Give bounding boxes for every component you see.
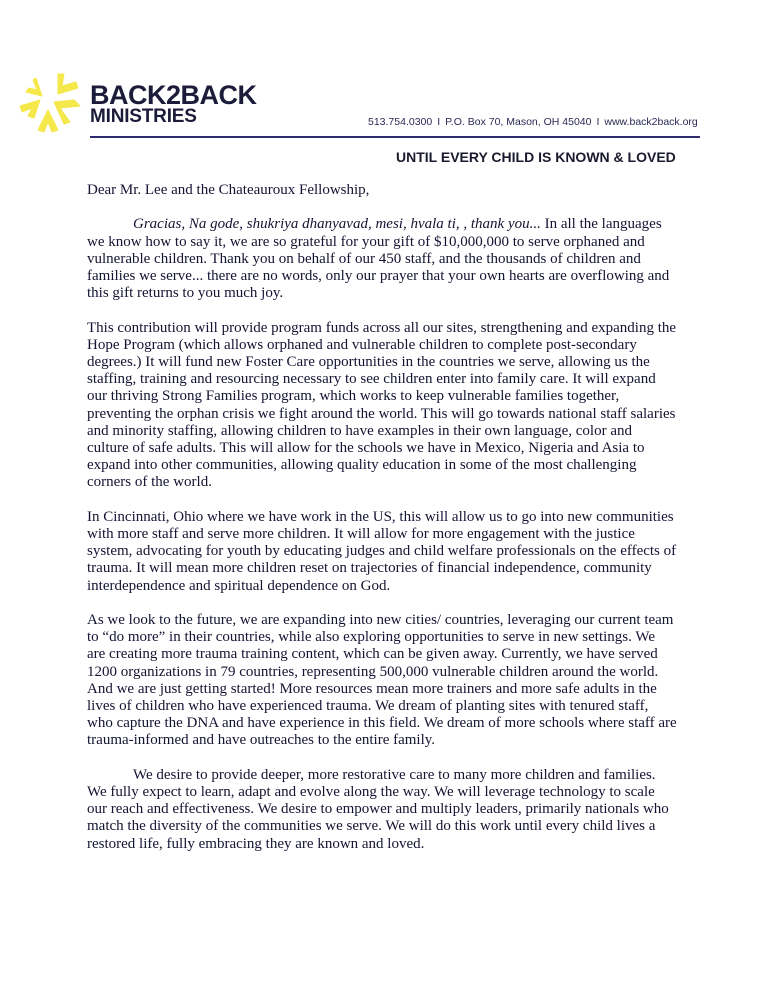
- paragraph-text: In all the languages we know how to say it, we are so grateful for your gift of $10,000,000 to serve orphaned and vulnerable children. Thank you on behalf of our 450 staff, and the thousands of children and families we serve... there are no words, only our prayer that your own hearts are overflowing and this gift returns to you much joy.: [87, 216, 670, 302]
- paragraph-programs: This contribution will provide program funds across all our sites, strengthening and expanding the Hope Program (which allows orphaned and vulnerable children to complete post-secondary degrees.) It will fund new Foster Care opportunities in the countries we serve, allowing us the staffing, training and resourcing necessary to see children enter into family care. It will expand our thriving Strong Families program, which works to keep vulnerable families together, preventing the orphan crisis we fight around the world. This will go towards national staff salaries and minority staffing, allowing children to have examples in their own language, color and culture of safe adults. This will allow for the schools we have in Mexico, Nigeria and Asia to expand into other communities, allowing quality education in some of the most challenging corners of the world.: [87, 319, 677, 491]
- multilingual-thanks: Gracias, Na gode, shukriya dhanyavad, mesi, hvala ti, , thank you...: [133, 216, 541, 233]
- paragraph-cincinnati: In Cincinnati, Ohio where we have work in the US, this will allow us to go into new communities with more staff and serve more children. It will allow for more engagement with the justice system, advocating for youth by educating judges and child welfare professionals on the effects of trauma. It will mean more children reset on trajectories of financial independence, community interdependence and spiritual dependence on God.: [87, 508, 677, 594]
- paragraph-future: As we look to the future, we are expanding into new cities/ countries, leveraging our current team to “do more” in their countries, while also exploring opportunities to serve in new settings. We are creating more trauma training content, which can be given away. Currently, we have served 1200 organizations in 79 countries, representing 500,000 vulnerable children around the world. And we are just getting started! More resources mean more trainers and more safe adults in the lives of children who have experienced trauma. We dream of planting sites with tenured staff, who capture the DNA and have experience in this field. We dream of more schools where staff are trauma-informed and have outreaches to the entire family.: [87, 612, 677, 749]
- phone-number: 513.754.0300: [368, 116, 433, 128]
- website: www.back2back.org: [604, 116, 698, 128]
- salutation: Dear Mr. Lee and the Chateauroux Fellowship,: [87, 182, 370, 198]
- letter-body: [87, 182, 677, 870]
- logo-name: BACK2BACK: [90, 80, 257, 110]
- star-logo-icon: [18, 70, 84, 136]
- organization-logo: [90, 82, 257, 126]
- mailing-address: P.O. Box 70, Mason, OH 45040: [445, 116, 592, 128]
- paragraph-thanks: [87, 216, 677, 302]
- tagline: UNTIL EVERY CHILD IS KNOWN & LOVED: [396, 149, 676, 165]
- logo-subname: MINISTRIES: [90, 106, 197, 127]
- paragraph-closing: We desire to provide deeper, more restorative care to many more children and families. We fully expect to learn, adapt and evolve along the way. We will leverage technology to scale our reach and effectiveness. We desire to empower and multiply leaders, primarily nationals who match the diversity of the communities we serve. We will do this work until every child lives a restored life, fully embracing they are known and loved.: [87, 766, 669, 852]
- separator: I: [437, 116, 441, 128]
- contact-info: [368, 116, 698, 128]
- separator: I: [596, 116, 600, 128]
- header-divider: [90, 136, 700, 138]
